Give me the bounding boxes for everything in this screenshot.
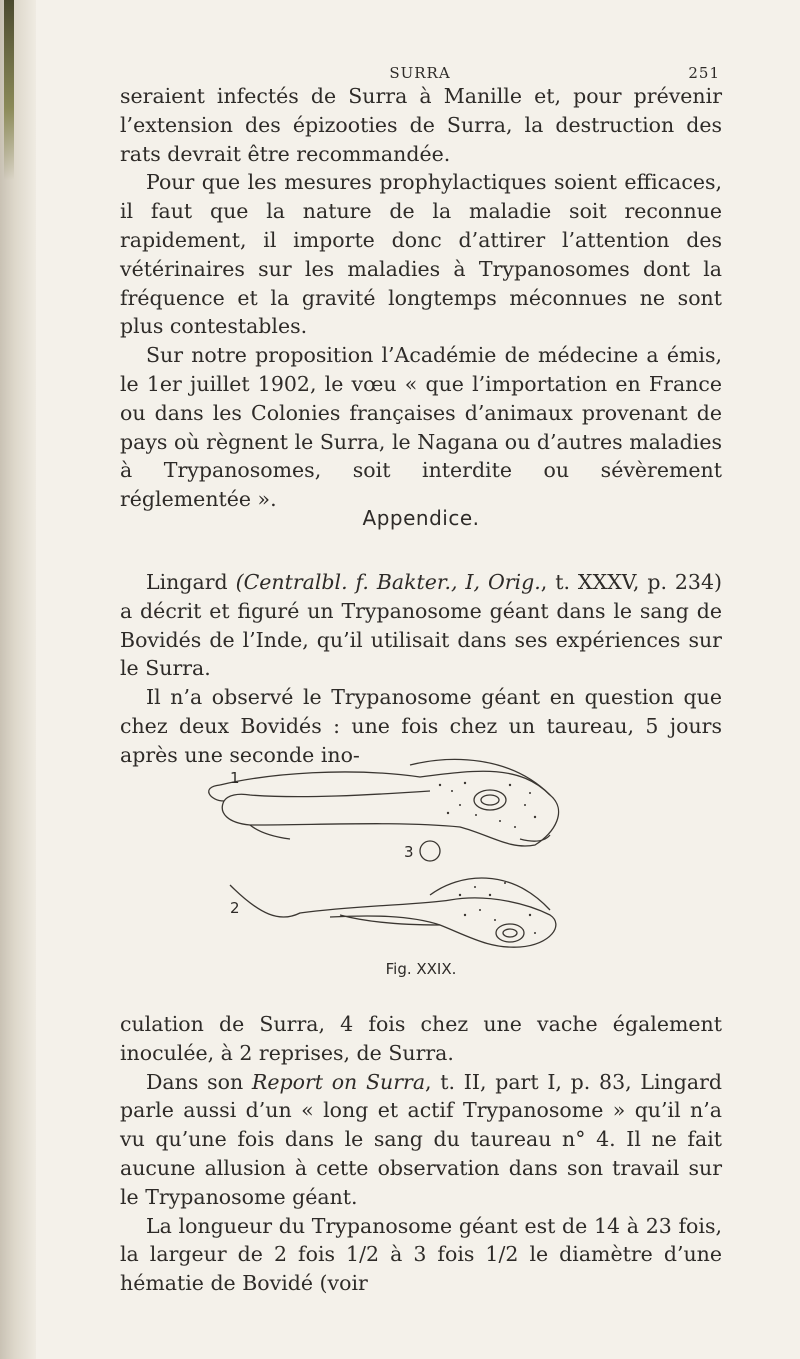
page-number: 251	[688, 64, 720, 82]
paragraph-text: Dans son	[146, 1069, 252, 1094]
paragraph-text: , t. II, part I, p. 83, Lingard parle aussi d’un « long et actif Trypanosome » qu’il n’a vu qu’une fois dans le sang du taureau n° 4. Il ne fait aucune allusion à cette observation dans son travail sur le Trypanosome géant.	[120, 1069, 722, 1209]
paragraph: seraient infectés de Surra à Manille et, pour prévenir l’extension des épizooties de Surra, la destruction des rats devrait être recommandée.	[120, 84, 722, 166]
paragraph: Sur notre proposition l’Académie de médecine a émis, le 1er juillet 1902, le vœu « que l’importation en France ou dans les Colonies françaises d’animaux provenant de pays où règnent le Surra, le Nagana ou d’autres maladies à Trypanosomes, soit interdite ou sévèrement réglementée ».	[120, 343, 722, 512]
paragraph	[120, 568, 722, 683]
citation: (Centralbl. f. Bakter., I, Orig.	[235, 570, 541, 594]
trypanosome-1-flagellum	[250, 825, 290, 839]
paragraph	[120, 1068, 722, 1212]
paragraph: La longueur du Trypanosome géant est de 14 à 23 fois, la largeur de 2 fois 1/2 à 3 fois 1/2 le diamètre d’une hématie de Bovidé (voir	[120, 1213, 722, 1296]
figure-label-1: 1	[230, 769, 240, 787]
section-title: Appendice.	[362, 506, 480, 530]
running-title: SURRA	[389, 64, 451, 82]
trypanosome-illustration	[190, 755, 630, 955]
paragraph: Pour que les mesures prophylactiques soient efficaces, il faut que la nature de la maladie soit reconnue rapidement, il importe donc d’attirer l’attention des vétérinaires sur les maladies à Trypanosomes dont la fréquence et la gravité longtemps méconnues ne sont plus contestables.	[120, 170, 722, 339]
paragraph-text: , t. XXXV, p. 234) a décrit et figuré un Trypanosome géant dans le sang de Bovidés de l’Inde, qu’il utilisait dans ses expériences sur le Surra.	[120, 570, 723, 681]
page-binding-edge	[0, 0, 36, 1359]
figure-caption: Fig. XXIX.	[385, 960, 457, 978]
paragraph: culation de Surra, 4 fois chez une vache également inoculée, à 2 reprises, de Surra.	[120, 1012, 722, 1065]
text-block-bottom	[120, 1010, 722, 1298]
red-blood-cell	[420, 841, 440, 861]
figure-trypanosome	[190, 755, 630, 955]
figure-label-3: 3	[404, 843, 414, 861]
report-title: Report on Surra	[251, 1069, 426, 1094]
author-name: Lingard	[146, 570, 236, 594]
paragraph: Il n’a observé le Trypanosome géant en question que chez deux Bovidés : une fois chez un taureau, 5 jours après une seconde ino-	[120, 685, 722, 767]
trypanosome-2-body	[230, 885, 556, 947]
text-block-top	[120, 82, 722, 514]
figure-label-2: 2	[230, 899, 240, 917]
text-block-appendix	[120, 568, 722, 770]
